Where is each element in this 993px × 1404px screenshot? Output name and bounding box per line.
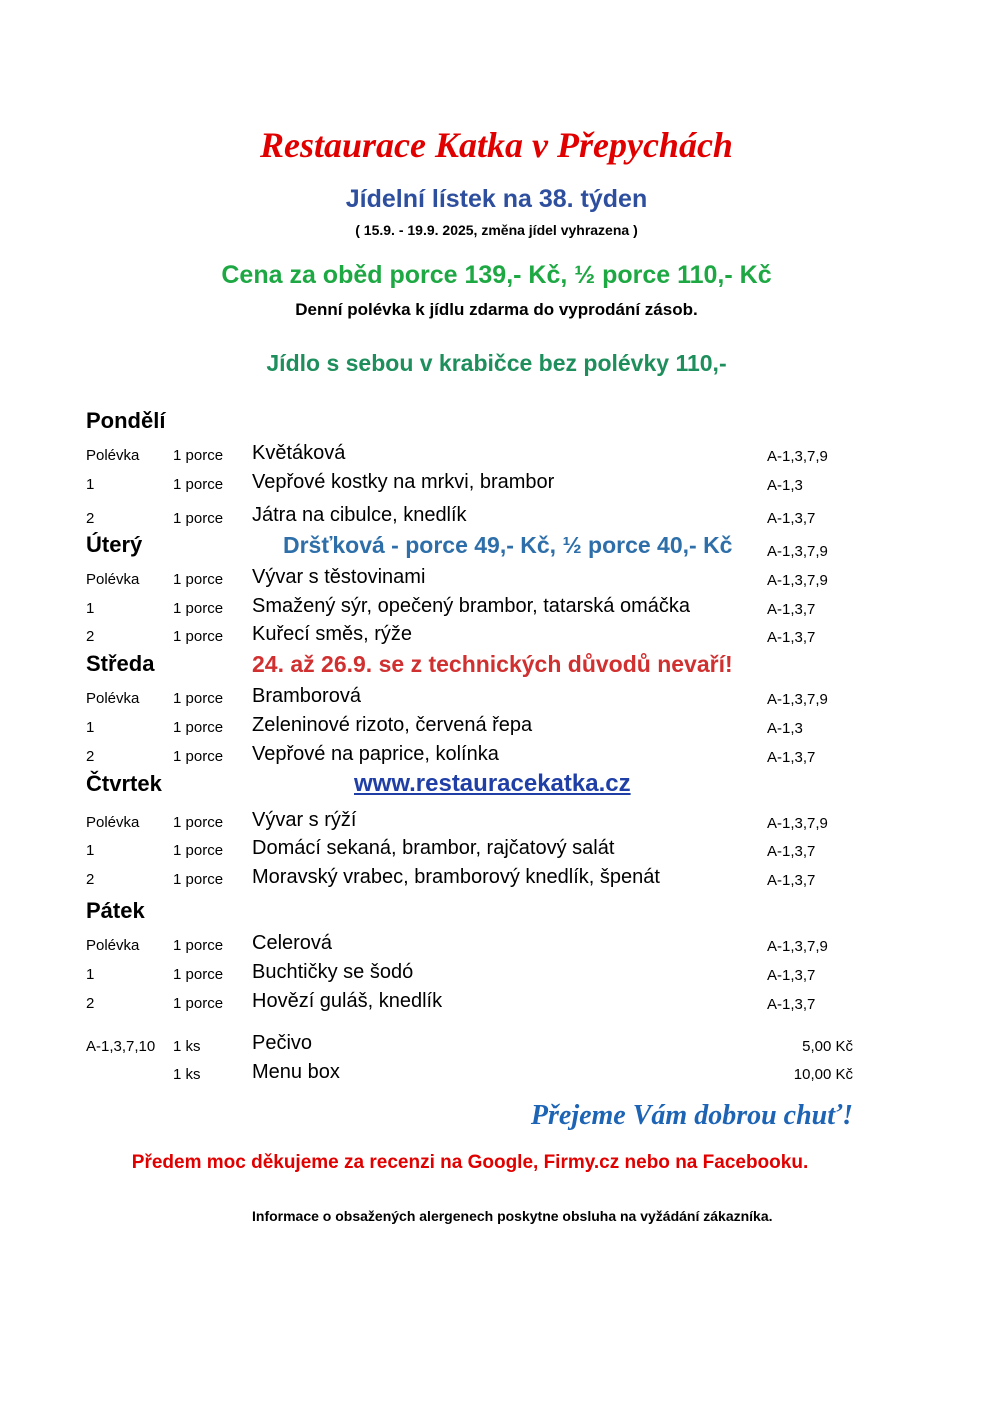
restaurant-title: Restaurace Katka v Přepychách	[260, 125, 733, 165]
extra-quantity: 1 ks	[173, 1066, 201, 1083]
allergens: A-1,3,7,9	[767, 938, 828, 955]
row-label: 2	[86, 995, 95, 1012]
dish-name: Domácí sekaná, brambor, rajčatový salát	[252, 837, 615, 859]
closure-notice: 24. až 26.9. se z technických důvodů nevaří!	[252, 651, 733, 677]
tripe-soup-notice: Dršťková - porce 49,- Kč, ½ porce 40,- Kč	[283, 532, 733, 558]
day-monday: Pondělí	[86, 408, 166, 433]
row-portion: 1 porce	[173, 719, 224, 736]
date-range: ( 15.9. - 19.9. 2025, změna jídel vyhrazena )	[355, 222, 638, 238]
row-label: Polévka	[86, 571, 140, 588]
dish-name: Bramborová	[252, 685, 361, 707]
allergens: A-1,3,7	[767, 967, 816, 984]
day-friday: Pátek	[86, 898, 145, 923]
row-label: 2	[86, 628, 95, 645]
allergens: A-1,3,7	[767, 843, 816, 860]
allergens: A-1,3,7	[767, 872, 816, 889]
row-portion: 1 porce	[173, 628, 224, 645]
row-portion: 1 porce	[173, 937, 224, 954]
soup-free-note: Denní polévka k jídlu zdarma do vyprodání zásob.	[295, 300, 698, 319]
row-label: 1	[86, 719, 95, 736]
row-portion: 1 porce	[173, 995, 224, 1012]
extra-name: Menu box	[252, 1061, 340, 1083]
dish-name: Vývar s těstovinami	[252, 566, 426, 588]
row-portion: 1 porce	[173, 476, 224, 493]
row-portion: 1 porce	[173, 842, 224, 859]
allergens: A-1,3	[767, 477, 803, 494]
row-portion: 1 porce	[173, 690, 224, 707]
row-portion: 1 porce	[173, 600, 224, 617]
allergens: A-1,3,7,9	[767, 815, 828, 832]
row-portion: 1 porce	[173, 814, 224, 831]
allergen-info: Informace o obsažených alergenech poskytne obsluha na vyžádání zákazníka.	[252, 1208, 773, 1224]
row-label: Polévka	[86, 937, 140, 954]
row-label: 2	[86, 748, 95, 765]
row-label: 1	[86, 600, 95, 617]
dish-name: Květáková	[252, 442, 346, 464]
dish-name: Hovězí guláš, knedlík	[252, 990, 443, 1012]
extra-name: Pečivo	[252, 1032, 313, 1054]
row-portion: 1 porce	[173, 510, 224, 527]
website-link[interactable]: www.restauracekatka.cz	[354, 770, 631, 797]
dish-name: Moravský vrabec, bramborový knedlík, špenát	[252, 866, 660, 888]
row-label: 1	[86, 966, 95, 983]
allergens: A-1,3,7	[767, 629, 816, 646]
extra-price: 10,00 Kč	[793, 1066, 853, 1083]
allergens: A-1,3,7,9	[767, 448, 828, 465]
row-label: Polévka	[86, 814, 140, 831]
extra-price: 5,00 Kč	[802, 1038, 853, 1055]
row-label: 1	[86, 842, 95, 859]
dish-name: Játra na cibulce, knedlík	[252, 504, 467, 526]
dish-name: Smažený sýr, opečený brambor, tatarská omáčka	[252, 595, 690, 617]
dish-name: Buchtičky se šodó	[252, 961, 414, 983]
allergens: A-1,3	[767, 720, 803, 737]
lunch-price: Cena za oběd porce 139,- Kč, ½ porce 110,- Kč	[221, 261, 772, 289]
row-label: 1	[86, 476, 95, 493]
dish-name: Zeleninové rizoto, červená řepa	[252, 714, 533, 736]
review-request: Předem moc děkujeme za recenzi na Google, Firmy.cz nebo na Facebooku.	[131, 1152, 809, 1173]
allergens: A-1,3,7,9	[767, 543, 828, 560]
row-label: 2	[86, 510, 95, 527]
day-tuesday: Úterý	[86, 532, 143, 557]
day-wednesday: Středa	[86, 651, 155, 676]
dish-name: Vývar s rýží	[252, 809, 357, 831]
row-label: 2	[86, 871, 95, 888]
bon-appetit: Přejeme Vám dobrou chuť!	[530, 1100, 853, 1131]
row-portion: 1 porce	[173, 748, 224, 765]
row-label: Polévka	[86, 690, 140, 707]
dish-name: Vepřové na paprice, kolínka	[252, 743, 499, 765]
allergens: A-1,3,7	[767, 749, 816, 766]
extra-quantity: 1 ks	[173, 1038, 201, 1055]
dish-name: Celerová	[252, 932, 333, 954]
allergens: A-1,3,7,9	[767, 691, 828, 708]
row-portion: 1 porce	[173, 966, 224, 983]
menu-week-title: Jídelní lístek na 38. týden	[345, 185, 648, 213]
day-thursday: Čtvrtek	[86, 771, 162, 796]
allergens: A-1,3,7	[767, 996, 816, 1013]
row-portion: 1 porce	[173, 571, 224, 588]
row-portion: 1 porce	[173, 447, 224, 464]
row-label: Polévka	[86, 447, 140, 464]
allergens: A-1,3,7	[767, 601, 816, 618]
row-portion: 1 porce	[173, 871, 224, 888]
allergens: A-1,3,7,9	[767, 572, 828, 589]
allergens: A-1,3,7	[767, 510, 816, 527]
dish-name: Vepřové kostky na mrkvi, brambor	[252, 471, 555, 493]
takeaway-price: Jídlo s sebou v krabičce bez polévky 110,-	[266, 350, 727, 376]
extra-allergens: A-1,3,7,10	[86, 1038, 156, 1055]
dish-name: Kuřecí směs, rýže	[252, 623, 413, 645]
